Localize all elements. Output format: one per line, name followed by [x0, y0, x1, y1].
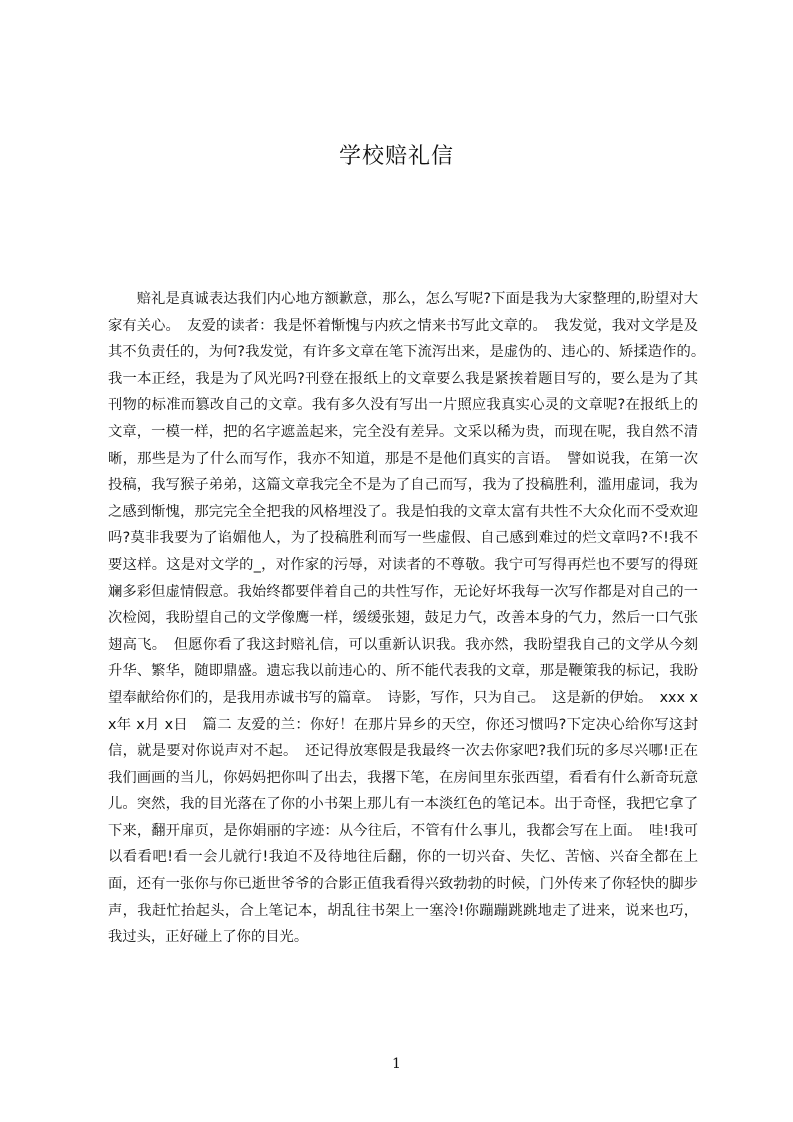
- page-number: 1: [392, 1056, 401, 1072]
- body-text: 赔礼是真诚表达我们内心地方额歉意，那么，怎么写呢?下面是我为大家整理的,盼望对大家有关心。 友爱的读者：我是怀着惭愧与内疚之情来书写此文章的。 我发觉，我对文学是及其不负责任的，为何?我发觉，有许多文章在笔下流泻出来，是虚伪的、违心的、矫揉造作的。 我一本正经，我是为了风光吗?刊登在报纸上的文章要么我是紧挨着题目写的，要么是为了其刊物的标准而篡改自己的文章。我有多久没有写出一片照应我真实心灵的文章呢?在报纸上的文章，一模一样，把的名字遮盖起来，完全没有差异。文采以稀为贵，而现在呢，我自然不清晰，那些是为了什么而写作，我亦不知道，那是不是他们真实的言语。 譬如说我，在第一次投稿，我写猴子弟弟，这篇文章我完全不是为了自己而写，我为了投稿胜利，滥用虚词，我为之感到惭愧，那完完全全把我的风格埋没了。我是怕我的文章太富有共性不大众化而不受欢迎吗?莫非我要为了谄媚他人，为了投稿胜利而写一些虚假、自己感到难过的烂文章吗?不!我不要这样。这是对文学的_，对作家的污辱，对读者的不尊敬。我宁可写得再烂也不要写的得斑斓多彩但虚情假意。我始终都要伴着自己的共性写作，无论好坏我每一次写作都是对自己的一次检阅，我盼望自己的文学像鹰一样，缓缓张翅，鼓足力气，改善本身的气力，然后一口气张翅高飞。 但愿你看了我这封赔礼信，可以重新认识我。我亦然，我盼望我自己的文学从今刻升华、繁华，随即鼎盛。遗忘我以前违心的、所不能代表我的文章，那是鞭策我的标记，我盼望奉献给你们的，是我用赤诚书写的篇章。 诗影，写作，只为自己。 这是新的伊始。 xxx xx年 x月 x日 篇二 友爱的兰：你好！在那片异乡的天空，你还习惯吗?下定决心给你写这封信，就是要对你说声对不起。 还记得放寒假是我最终一次去你家吧?我们玩的多尽兴哪!正在我们画画的当儿，你妈妈把你叫了出去，我撂下笔，在房间里东张西望，看看有什么新奇玩意儿。突然，我的目光落在了你的小书架上那儿有一本淡红色的笔记本。出于奇怪，我把它拿了下来，翻开扉页，是你娟丽的字迹：从今往后，不管有什么事儿，我都会写在上面。 哇!我可以看看吧!看一会儿就行!我迫不及待地往后翻，你的一切兴奋、失忆、苦恼、兴奋全都在上面，还有一张你与你已逝世爷爷的合影正值我看得兴致勃勃的时候，门外传来了你轻快的脚步声，我赶忙抬起头，合上笔记本，胡乱往书架上一塞泠!你蹦蹦跳跳地走了进来，说来也巧，我过头，正好碰上了你的目光。: [108, 291, 713, 946]
- page-title: 学校赔礼信: [338, 144, 454, 169]
